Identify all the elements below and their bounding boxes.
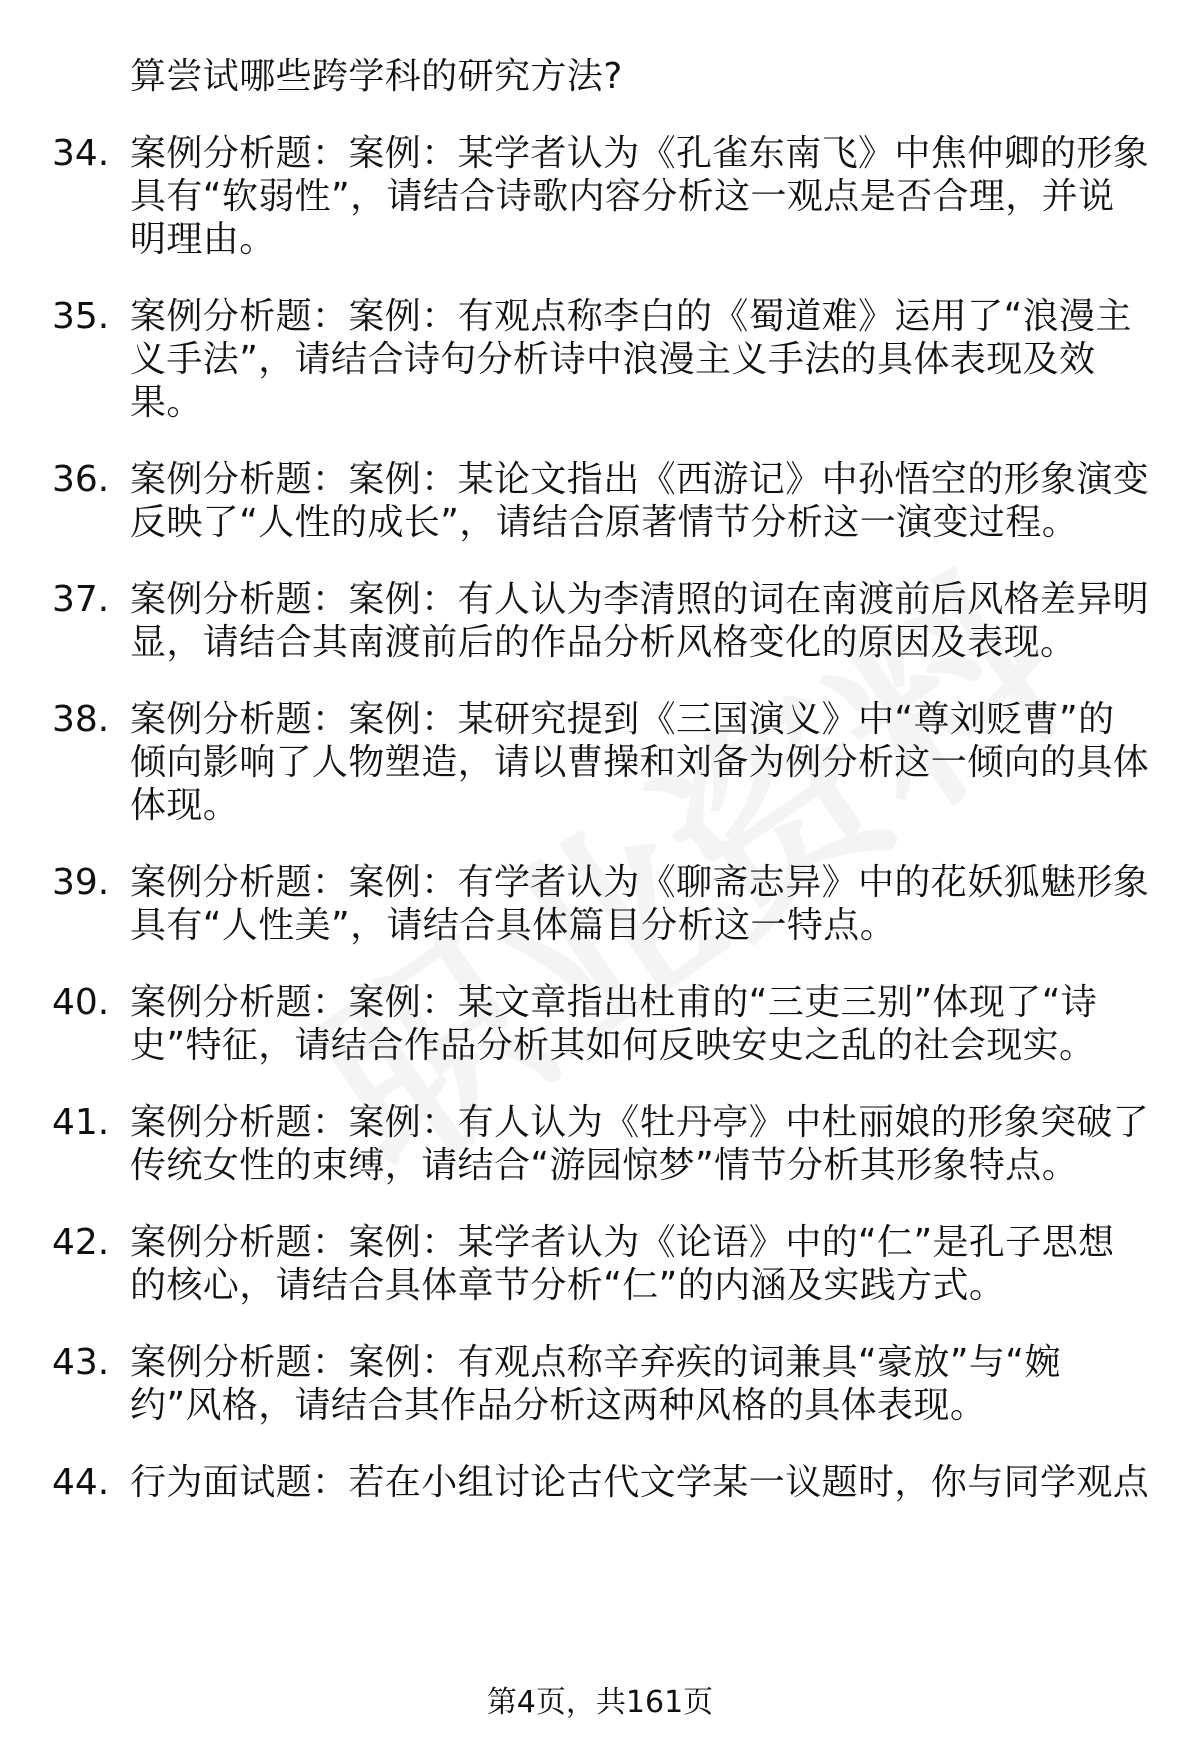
question-number: 36. (52, 459, 110, 500)
question-number: 43. (52, 1342, 110, 1383)
question-line: 案例分析题：案例：某研究提到《三国演义》中“尊刘贬曹”的 (130, 699, 1115, 740)
question-number: 42. (52, 1222, 110, 1263)
question-number: 38. (52, 699, 110, 740)
question-line: 案例分析题：案例：有观点称辛弃疾的词兼具“豪放”与“婉 (130, 1342, 1061, 1383)
question-line: 具有“软弱性”，请结合诗歌内容分析这一观点是否合理，并说 (130, 176, 1115, 217)
question-number: 34. (52, 133, 110, 174)
question-line: 案例分析题：案例：某学者认为《孔雀东南飞》中焦仲卿的形象 (130, 133, 1150, 174)
question-line: 行为面试题：若在小组讨论古代文学某一议题时，你与同学观点 (130, 1462, 1150, 1503)
question-line: 义手法”，请结合诗句分析诗中浪漫主义手法的具体表现及效 (130, 339, 1096, 380)
question-number: 39. (52, 862, 110, 903)
continuation-text: 算尝试哪些跨学科的研究方法? (130, 56, 623, 97)
question-number: 37. (52, 579, 110, 620)
question-line: 案例分析题：案例：某学者认为《论语》中的“仁”是孔子思想 (130, 1222, 1115, 1263)
question-line: 案例分析题：案例：有学者认为《聊斋志异》中的花妖狐魅形象 (130, 862, 1150, 903)
question-line: 体现。 (130, 785, 240, 826)
question-number: 35. (52, 296, 110, 337)
question-line: 案例分析题：案例：有观点称李白的《蜀道难》运用了“浪漫主 (130, 296, 1132, 337)
question-line: 的核心，请结合具体章节分析“仁”的内涵及实践方式。 (130, 1265, 1006, 1306)
question-line: 传统女性的束缚，请结合“游园惊梦”情节分析其形象特点。 (130, 1145, 1079, 1186)
question-line: 案例分析题：案例：有人认为李清照的词在南渡前后风格差异明 (130, 579, 1150, 620)
question-number: 40. (52, 982, 110, 1023)
question-number: 41. (52, 1102, 110, 1143)
question-line: 具有“人性美”，请结合具体篇目分析这一特点。 (130, 905, 897, 946)
question-line: 案例分析题：案例：有人认为《牡丹亭》中杜丽娘的形象突破了 (130, 1102, 1150, 1143)
question-line: 明理由。 (130, 219, 276, 260)
page-footer: 第4页，共161页 (486, 1685, 714, 1720)
question-line: 案例分析题：案例：某文章指出杜甫的“三吏三别”体现了“诗 (130, 982, 1098, 1023)
question-line: 史”特征，请结合作品分析其如何反映安史之乱的社会现实。 (130, 1025, 1096, 1066)
question-line: 反映了“人性的成长”，请结合原著情节分析这一演变过程。 (130, 502, 1079, 543)
question-line: 案例分析题：案例：某论文指出《西游记》中孙悟空的形象演变 (130, 459, 1150, 500)
question-line: 约”风格，请结合其作品分析这两种风格的具体表现。 (130, 1385, 987, 1426)
question-line: 倾向影响了人物塑造，请以曹操和刘备为例分析这一倾向的具体 (130, 742, 1150, 783)
question-number: 44. (52, 1462, 110, 1503)
question-line: 显，请结合其南渡前后的作品分析风格变化的原因及表现。 (130, 622, 1077, 663)
question-line: 果。 (130, 382, 203, 423)
